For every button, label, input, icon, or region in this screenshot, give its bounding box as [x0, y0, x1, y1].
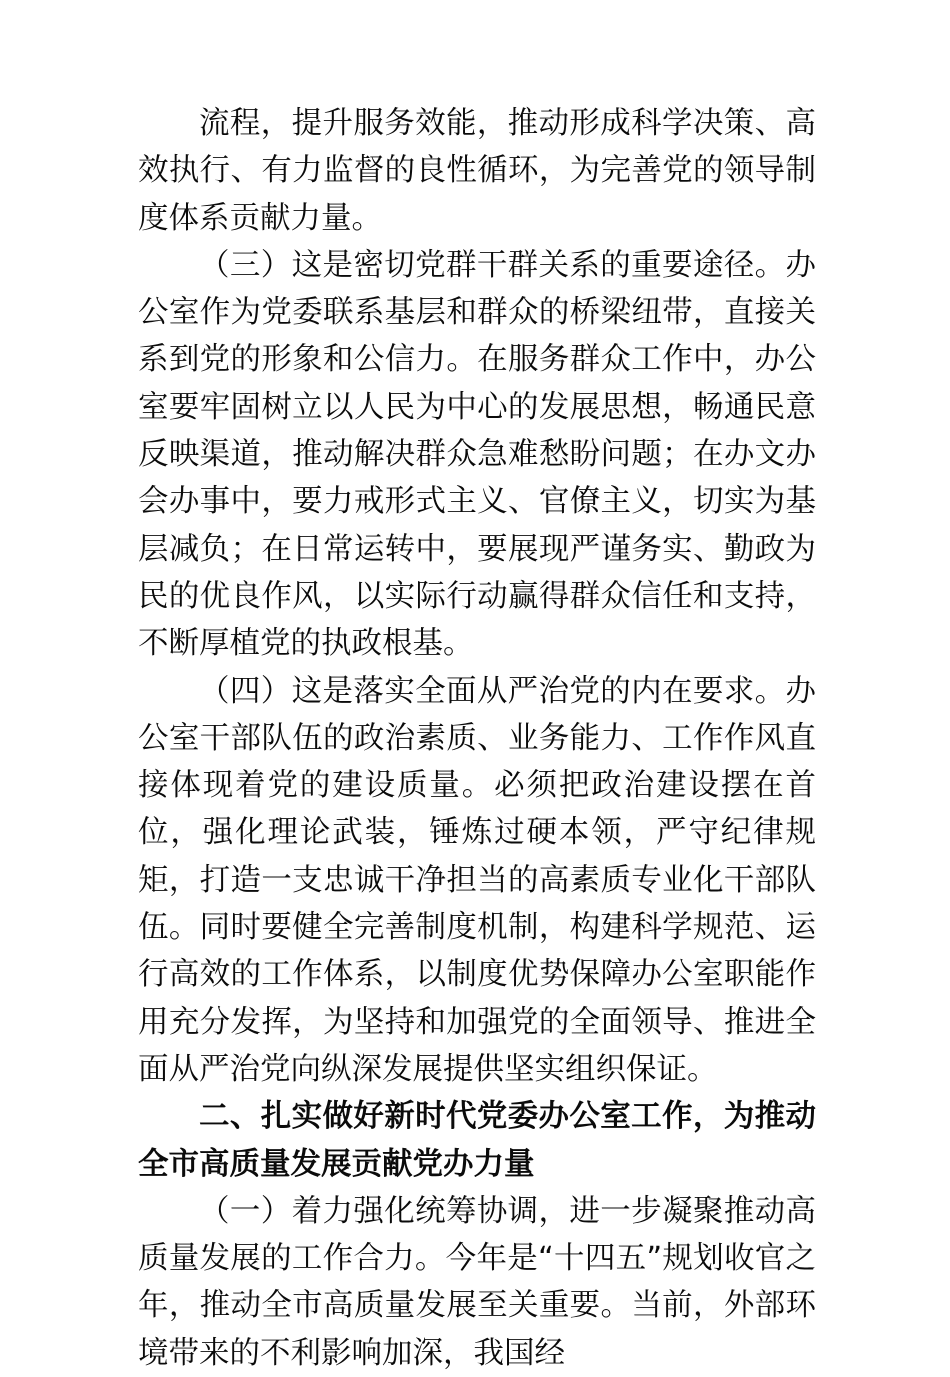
- paragraph-section-four: （四）这是落实全面从严治党的内在要求。办公室干部队伍的政治素质、业务能力、工作作风直接体现着党的建设质量。必须把政治建设摆在首位，强化理论武装，锤炼过硬本领，严守纪律规矩，打造一支忠诚干净担当的高素质专业化干部队伍。同时要健全完善制度机制，构建科学规范、运行高效的工作体系，以制度优势保障办公室职能作用充分发挥，为坚持和加强党的全面领导、推进全面从严治党向纵深发展提供坚实组织保证。: [138, 673, 816, 1087]
- paragraph-section-three: （三）这是密切党群干群关系的重要途径。办公室作为党委联系基层和群众的桥梁纽带，直接关系到党的形象和公信力。在服务群众工作中，办公室要牢固树立以人民为中心的发展思想，畅通民意反映渠道，推动解决群众急难愁盼问题；在办文办会办事中，要力戒形式主义、官僚主义，切实为基层减负；在日常运转中，要展现严谨务实、勤政为民的优良作风，以实际行动赢得群众信任和支持，不断厚植党的执政根基。: [138, 247, 816, 662]
- heading-section-two: 二、扎实做好新时代党委办公室工作，为推动全市高质量发展贡献党办力量: [138, 1099, 816, 1182]
- paragraph-subsection-one: （一）着力强化统筹协调，进一步凝聚推动高质量发展的工作合力。今年是“十四五”规划收官之年，推动全市高质量发展至关重要。当前，外部环境带来的不利影响加深，我国经: [138, 1193, 816, 1371]
- paragraph-continuation: 流程，提升服务效能，推动形成科学决策、高效执行、有力监督的良性循环，为完善党的领导制度体系贡献力量。: [138, 106, 816, 236]
- document-text-column: [138, 100, 816, 1377]
